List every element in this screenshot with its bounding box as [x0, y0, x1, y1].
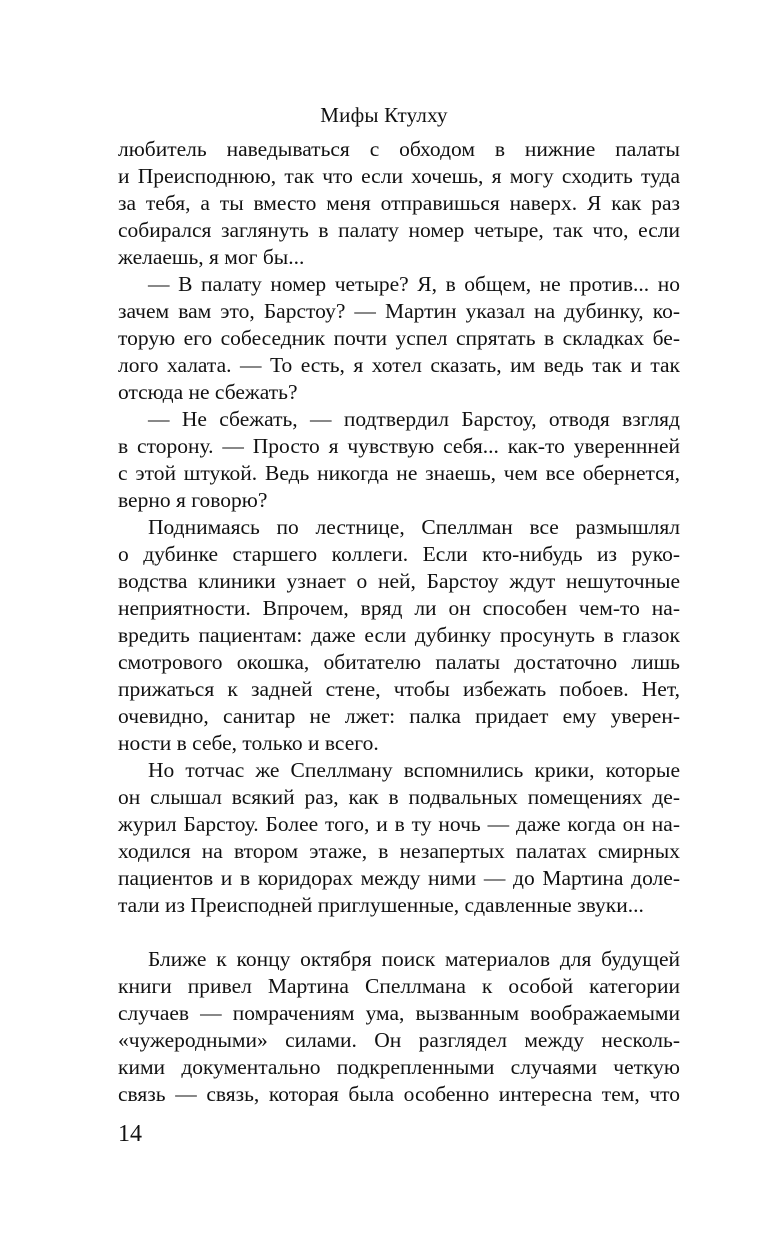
paragraph — [118, 406, 680, 514]
text-line: очевидно, санитар не лжет: палка придает ему уверен- — [118, 704, 680, 728]
paragraph — [118, 136, 680, 271]
text-line: с этой штукой. Ведь никогда не знаешь, чем все обернется, — [118, 461, 680, 485]
text-line: случаев — помрачениям ума, вызванным воображаемыми — [118, 1001, 680, 1025]
body-text — [118, 136, 680, 1108]
text-line: зачем вам это, Барстоу? — Мартин указал на дубинку, ко- — [118, 299, 680, 323]
text-line: верно я говорю? — [118, 488, 268, 512]
text-line: ходился на втором этаже, в незапертых палатах смирных — [118, 839, 680, 863]
text-line: прижаться к задней стене, чтобы избежать побоев. Нет, — [118, 677, 680, 701]
text-line: за тебя, а ты вместо меня отправишься наверх. Я как раз — [118, 191, 680, 215]
paragraph — [118, 514, 680, 757]
text-line: — Не сбежать, — подтвердил Барстоу, отводя взгляд — [148, 407, 680, 431]
text-line: собирался заглянуть в палату номер четыре, так что, если — [118, 218, 680, 242]
text-line: вредить пациентам: даже если дубинку просунуть в глазок — [118, 623, 680, 647]
text-line: книги привел Мартина Спеллмана к особой категории — [118, 974, 680, 998]
text-line: водства клиники узнает о ней, Барстоу ждут нешуточные — [118, 569, 680, 593]
page-number: 14 — [118, 1121, 142, 1147]
running-header: Мифы Ктулху — [320, 103, 448, 127]
text-line: тали из Преисподней приглушенные, сдавленные звуки... — [118, 893, 644, 917]
text-line: Ближе к концу октября поиск материалов для будущей — [148, 947, 680, 971]
text-line: лого халата. — То есть, я хотел сказать, им ведь так и так — [118, 353, 680, 377]
text-line: торую его собеседник почти успел спрятать в складках бе- — [118, 326, 680, 350]
text-line: отсюда не сбежать? — [118, 380, 298, 404]
text-line: ности в себе, только и всего. — [118, 731, 379, 755]
text-line: журил Барстоу. Более того, и в ту ночь — даже когда он на- — [118, 812, 680, 836]
paragraph — [118, 757, 680, 919]
paragraph — [118, 946, 680, 1108]
text-line: смотрового окошка, обитателю палаты достаточно лишь — [118, 650, 680, 674]
text-line: он слышал всякий раз, как в подвальных помещениях де- — [118, 785, 680, 809]
text-line: — В палату номер четыре? Я, в общем, не против... но — [148, 272, 680, 296]
text-line: связь — связь, которая была особенно интересна тем, что — [118, 1082, 680, 1106]
paragraph — [118, 271, 680, 406]
text-line: неприятности. Впрочем, вряд ли он способен чем-то на- — [118, 596, 680, 620]
text-line: и Преисподнюю, так что если хочешь, я могу сходить туда — [118, 164, 680, 188]
text-line: «чужеродными» силами. Он разглядел между несколь- — [118, 1028, 680, 1052]
text-line: Но тотчас же Спеллману вспомнились крики, которые — [148, 758, 680, 782]
section-break — [118, 919, 680, 946]
text-line: желаешь, я мог бы... — [118, 245, 305, 269]
text-line: пациентов и в коридорах между ними — до Мартина доле- — [118, 866, 680, 890]
text-line: Поднимаясь по лестнице, Спеллман все размышлял — [148, 515, 680, 539]
text-line: кими документально подкрепленными случаями четкую — [118, 1055, 680, 1079]
text-line: в сторону. — Просто я чувствую себя... как-то увереннней — [118, 434, 680, 458]
text-line: любитель наведываться с обходом в нижние палаты — [118, 137, 680, 161]
text-line: о дубинке старшего коллеги. Если кто-нибудь из руко- — [118, 542, 680, 566]
